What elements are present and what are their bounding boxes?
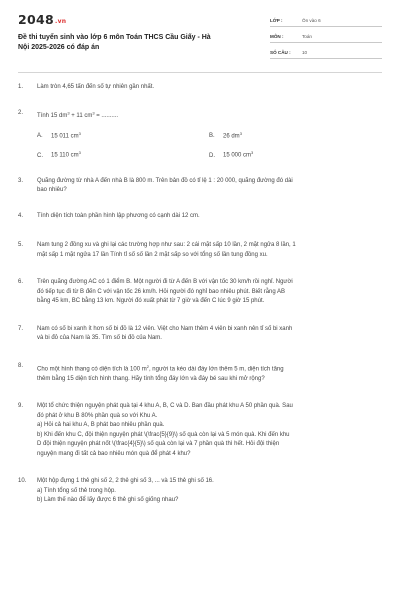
question-3 [18,177,382,196]
answer-options [37,129,382,161]
question-line: đó tiếp tục đi từ B đến C với vận tốc 26 km/h. Hỏi người đó nghỉ bao nhiêu phút. Biết rằng AB [37,288,286,295]
sub-question-b: nguyện mang đi tất cả bao nhiêu món quà để phát 4 khu? [37,450,191,457]
question-number: 10. [18,478,27,484]
header-divider [18,72,382,73]
question-number: 4. [18,212,24,219]
question-body [37,109,382,161]
logo-tld: .vn [55,18,67,25]
question-number: 5. [18,242,24,248]
question-body [37,402,382,459]
meta-row-class [270,14,382,27]
question-4 [18,212,382,222]
option-b[interactable]: B. 26 $dm^3$ [209,130,242,139]
question-number: 9. [18,403,24,409]
title-line-1: Đề thi tuyển sinh vào lớp 6 môn Toán THCS Cầu Giấy - Hà [18,34,211,41]
question-5 [18,241,382,260]
meta-box [270,14,382,62]
option-c[interactable]: C. 15 110 $cm^3$ [37,150,81,159]
question-body [37,362,382,385]
question-line: Nam tung 2 đồng xu và ghi lại các trường hợp như sau: 2 cái mặt sấp 10 lần, 2 mặt ngửa 8 lần, 1 [37,242,296,248]
question-1 [18,83,382,93]
meta-value: Toán [302,33,312,39]
question-text: Tính diện tích toàn phần hình lập phương có cạnh dài 12 cm. [37,212,200,219]
meta-value: 10 [302,49,308,55]
sub-question-b: b) Làm thế nào để lấy được 6 thẻ ghi số giống nhau? [37,497,179,503]
question-body [37,477,382,506]
question-6 [18,278,382,307]
question-line: mặt sấp 1 mặt ngửa 17 lần Tính tỉ số số lần 2 mặt sấp so với tổng số lần tung đồng xu. [37,251,268,258]
question-text: Làm tròn 4,65 tấn đến số tự nhiên gần nhất. [37,84,155,90]
question-number: 7. [18,325,24,332]
meta-row-subject [270,30,382,43]
sub-question-a: a) Hỏi cả hai khu A, B phát bao nhiêu phần quà. [37,422,165,428]
question-number: 8. [18,362,24,369]
question-line: Trên quãng đường AC có 1 điểm B. Một người đi từ A đến B với vận tốc 30 km/h rồi nghỉ. Người [37,279,293,285]
meta-label: SỐ CÂU : [270,49,291,55]
question-2 [18,109,382,161]
question-line: đó phát ở khu B 80% phần quà so với Khu A. [37,412,158,419]
meta-label: MÔN : [270,33,284,39]
sub-question-a: a) Tính tổng số thẻ trong hộp. [37,487,116,494]
site-logo[interactable] [18,12,253,27]
question-number: 1. [18,84,24,90]
question-line: Một hộp đựng 1 thẻ ghi số 2, 2 thẻ ghi số 3, ... và 15 thẻ ghi số 16. [37,478,214,484]
question-10 [18,477,382,506]
header-left [18,12,253,53]
question-7 [18,325,382,344]
option-a[interactable]: A. 15 011 $cm^3$ [37,130,81,139]
question-line: Quãng đường từ nhà A đến nhà B là 800 m. Trên bản đồ có tỉ lệ 1 : 20 000, quãng đường đó dài [37,177,293,184]
sub-question-b: D đội thiện nguyện phát nốt \(\frac{4}{5}\) số quà còn lại và 7 phần quà thì hết. Hỏi đội thiện [37,441,280,447]
document-title [18,33,253,53]
question-number: 3. [18,177,24,184]
question-8 [18,362,382,385]
sub-question-b: b) Khi đến khu C, đội thiện nguyện phát \(\frac{5}{9}\) số quà còn lại và 5 món quà. Khi đến khu [37,431,290,438]
question-line: thêm bằng 15 diện tích hình thang. Hãy tính tổng đáy lớn và đáy bé sau khi mở rộng? [37,375,265,382]
question-line: Nam có số bi xanh ít hơn số bi đỏ là 12 viên. Việt cho Nam thêm 4 viên bi xanh nên tỉ số bi xanh [37,325,293,332]
question-text: Tính 15 $dm^3 + 11$ $cm^3$ = .......... [37,110,119,119]
logo-main: 2048 [18,12,54,27]
question-line: bao nhiêu? [37,187,67,193]
question-line: Cho một hình thang có diện tích là 100 $m^2$, người ta kéo dài đáy lớn thêm 5 m, diện tích tăng [37,363,284,372]
question-body [37,177,382,196]
question-line: bằng 45 km, BC bằng 13 km. Người đó xuất phát từ 7 giờ và đến C lúc 9 giờ 15 phút. [37,298,265,304]
question-line: và bi đỏ của Nam là 35. Tìm số bi đỏ của Nam. [37,335,162,341]
meta-label: LỚP : [270,17,283,23]
question-line: Một tổ chức thiện nguyện phát quà tại 4 khu A, B, C và D. Ban đầu phát khu A 50 phần quà. Sau [37,403,293,409]
title-line-2: Nội 2025-2026 có đáp án [18,44,100,51]
header [18,12,382,62]
question-number: 2. [18,109,24,116]
option-d[interactable]: D. 15 000 $cm^3$ [209,150,254,159]
question-9 [18,402,382,459]
question-body [37,278,382,307]
question-list [18,83,382,506]
question-number: 6. [18,279,24,285]
question-body [37,325,382,344]
question-body [37,241,382,260]
meta-value: Ôn vào 6 [302,17,321,23]
meta-row-count [270,46,382,59]
